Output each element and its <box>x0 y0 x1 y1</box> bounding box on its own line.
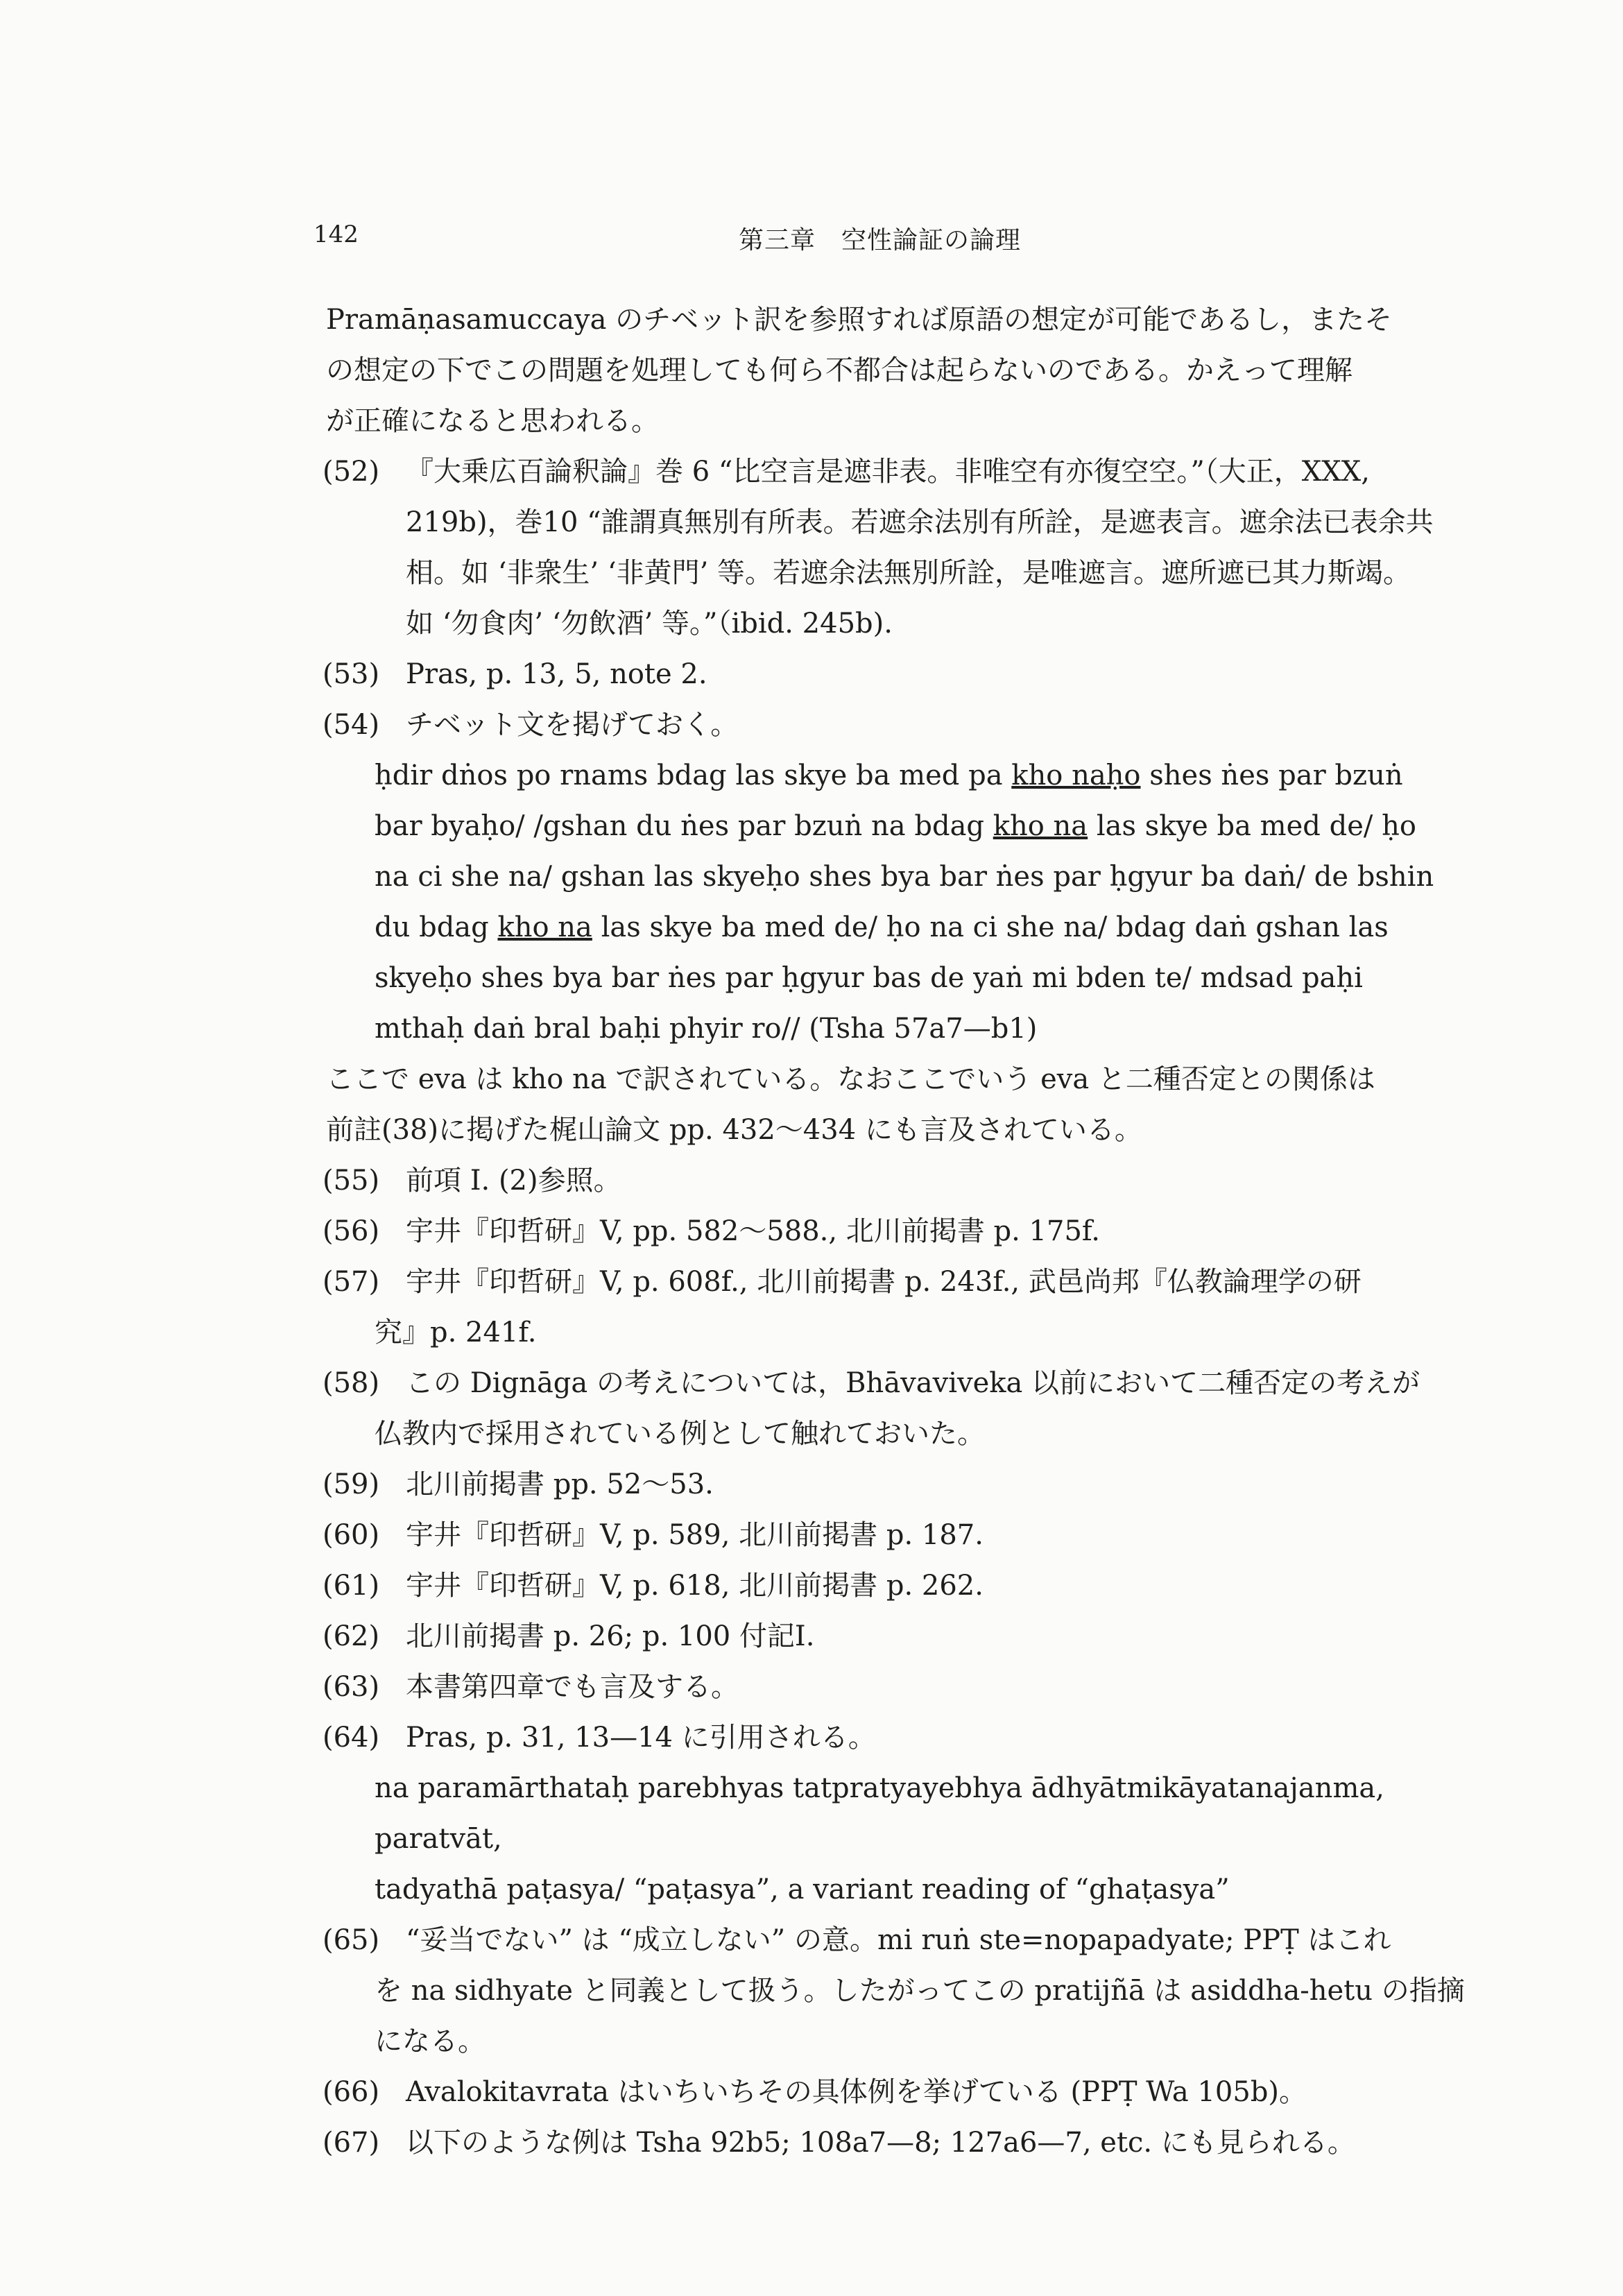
note-number: (60) <box>323 1519 380 1551</box>
note-60 <box>323 1510 1481 1561</box>
note-64 <box>323 1713 1481 1763</box>
note-text: チベット文を掲げておく。 <box>406 709 739 741</box>
note-number: (66) <box>323 2076 380 2108</box>
note-67 <box>323 2118 1481 2168</box>
tibetan-text: du bdag <box>375 911 498 943</box>
main-text <box>323 295 1481 2168</box>
page-header <box>0 221 1623 262</box>
note-54 <box>323 700 1481 751</box>
note-52 <box>323 447 1481 649</box>
intro-line: Pramāṇasamuccaya のチベット訳を参照すれば原語の想定が可能であるし，またそ <box>326 304 1393 336</box>
note-61 <box>323 1561 1481 1611</box>
note-number: (54) <box>323 709 380 741</box>
tibetan-text: bar byaḥo/ /gshan du ṅes par bzuṅ na bdag <box>375 810 993 842</box>
note-line: 219b)，巻10 “誰謂真無別有所表。若遮余法別有所詮，是遮表言。遮余法已表余共 <box>406 506 1434 538</box>
tibetan-line <box>326 801 1481 852</box>
note-number: (53) <box>323 658 380 690</box>
note-line: 相。如 ‘非衆生’ ‘非黄門’ 等。若遮余法無別所詮，是唯遮言。遮所遮已其力斯竭。 <box>406 557 1411 589</box>
note-text: Pras, p. 13, 5, note 2. <box>406 658 707 690</box>
note-line: 究』p. 241f. <box>375 1317 537 1348</box>
note-text: 本書第四章でも言及する。 <box>406 1671 739 1703</box>
note-number: (65) <box>323 1924 380 1956</box>
underlined-term: kho na <box>993 810 1088 842</box>
note-text: Avalokitavrata はいちいちその具体例を挙げている (PPṬ Wa 105b)。 <box>406 2076 1307 2108</box>
note-continuation: ここで eva は kho na で訳されている。なおここでいう eva と二種否定との関係は <box>326 1063 1375 1095</box>
note-number: (57) <box>323 1266 380 1298</box>
note-line: 如 ‘勿食肉’ ‘勿飲酒’ 等。”（ibid. 245b). <box>406 608 893 640</box>
note-text: 宇井『印哲研』V, p. 618, 北川前掲書 p. 262. <box>406 1570 984 1602</box>
tibetan-text: las skye ba med de/ ḥo na ci she na/ bdag daṅ gshan las <box>592 911 1389 943</box>
note-line: 宇井『印哲研』V, p. 608f., 北川前掲書 p. 243f., 武邑尚邦『仏教論理学の研 <box>406 1266 1362 1298</box>
note-number: (61) <box>323 1570 380 1602</box>
note-text: 宇井『印哲研』V, pp. 582～588., 北川前掲書 p. 175f. <box>406 1215 1100 1247</box>
tibetan-text: ḥdir dṅos po rnams bdag las skye ba med pa <box>375 760 1012 791</box>
note-number: (67) <box>323 2127 380 2159</box>
intro-line: が正確になると思われる。 <box>326 405 659 437</box>
note-text: 宇井『印哲研』V, p. 589, 北川前掲書 p. 187. <box>406 1519 984 1551</box>
page-number: 142 <box>314 221 359 248</box>
note-58 <box>323 1358 1481 1409</box>
note-number: (64) <box>323 1722 380 1754</box>
note-number: (55) <box>323 1165 380 1197</box>
note-line: この Dignāga の考えについては，Bhāvaviveka 以前において二種否定の考えが <box>406 1367 1420 1399</box>
note-65 <box>323 1915 1481 1966</box>
note-text: 以下のような例は Tsha 92b5; 108a7—8; 127a6—7, etc. にも見られる。 <box>406 2127 1355 2159</box>
underlined-term: kho na <box>497 911 592 943</box>
note-55 <box>323 1156 1481 1206</box>
note-number: (62) <box>323 1620 380 1652</box>
note-62 <box>323 1611 1481 1662</box>
note-number: (52) <box>323 456 380 488</box>
tibetan-line: na ci she na/ gshan las skyeḥo shes bya bar ṅes par ḥgyur ba daṅ/ de bshin <box>375 861 1434 893</box>
note-line: “妥当でない” は “成立しない” の意。mi ruṅ ste=nopapadyate; PPṬ はこれ <box>406 1924 1391 1956</box>
sanskrit-line: na paramārthataḥ parebhyas tatpratyayebhya ādhyātmikāyatanajanma, paratvāt, <box>375 1772 1384 1855</box>
note-63 <box>323 1662 1481 1713</box>
note-number: (56) <box>323 1215 380 1247</box>
note-66 <box>323 2067 1481 2118</box>
underlined-term: kho naḥo <box>1011 760 1141 791</box>
note-line: 仏教内で採用されている例として触れておいた。 <box>375 1418 985 1450</box>
note-text: 北川前掲書 pp. 52～53. <box>406 1468 714 1500</box>
intro-line: の想定の下でこの問題を処理しても何ら不都合は起らないのである。かえって理解 <box>326 354 1352 386</box>
tibetan-line: skyeḥo shes bya bar ṅes par ḥgyur bas de yaṅ mi bden te/ mdsad paḥi <box>375 962 1363 994</box>
running-head: 第三章 空性論証の論理 <box>739 226 1022 255</box>
note-line: 『大乗広百論釈論』巻 6 “比空言是遮非表。非唯空有亦復空空。”（大正，XXX, <box>406 456 1370 488</box>
note-number: (63) <box>323 1671 380 1703</box>
tibetan-line <box>326 902 1481 953</box>
note-text: 北川前掲書 p. 26; p. 100 付記I. <box>406 1620 815 1652</box>
note-text: Pras, p. 31, 13—14 に引用される。 <box>406 1722 876 1754</box>
note-53 <box>323 649 1481 700</box>
sanskrit-line: tadyathā paṭasya/ “paṭasya”, a variant reading of “ghaṭasya” <box>375 1874 1230 1905</box>
note-number: (59) <box>323 1468 380 1500</box>
tibetan-text: las skye ba med de/ ḥo <box>1088 810 1416 842</box>
tibetan-line <box>326 751 1481 801</box>
note-59 <box>323 1459 1481 1510</box>
note-57 <box>323 1257 1481 1308</box>
note-number: (58) <box>323 1367 380 1399</box>
note-line: を na sidhyate と同義として扱う。したがってこの pratijñā は asiddha-hetu の指摘 <box>375 1975 1465 2007</box>
note-56 <box>323 1206 1481 1257</box>
tibetan-text: shes ṅes par bzuṅ <box>1140 760 1403 791</box>
note-line: になる。 <box>375 2025 486 2057</box>
tibetan-line: mthaḥ daṅ bral baḥi phyir ro// (Tsha 57a7—b1) <box>375 1013 1038 1045</box>
note-text: 前項 I. (2)参照。 <box>406 1165 621 1197</box>
note-continuation: 前註(38)に掲げた梶山論文 pp. 432～434 にも言及されている。 <box>326 1114 1142 1146</box>
